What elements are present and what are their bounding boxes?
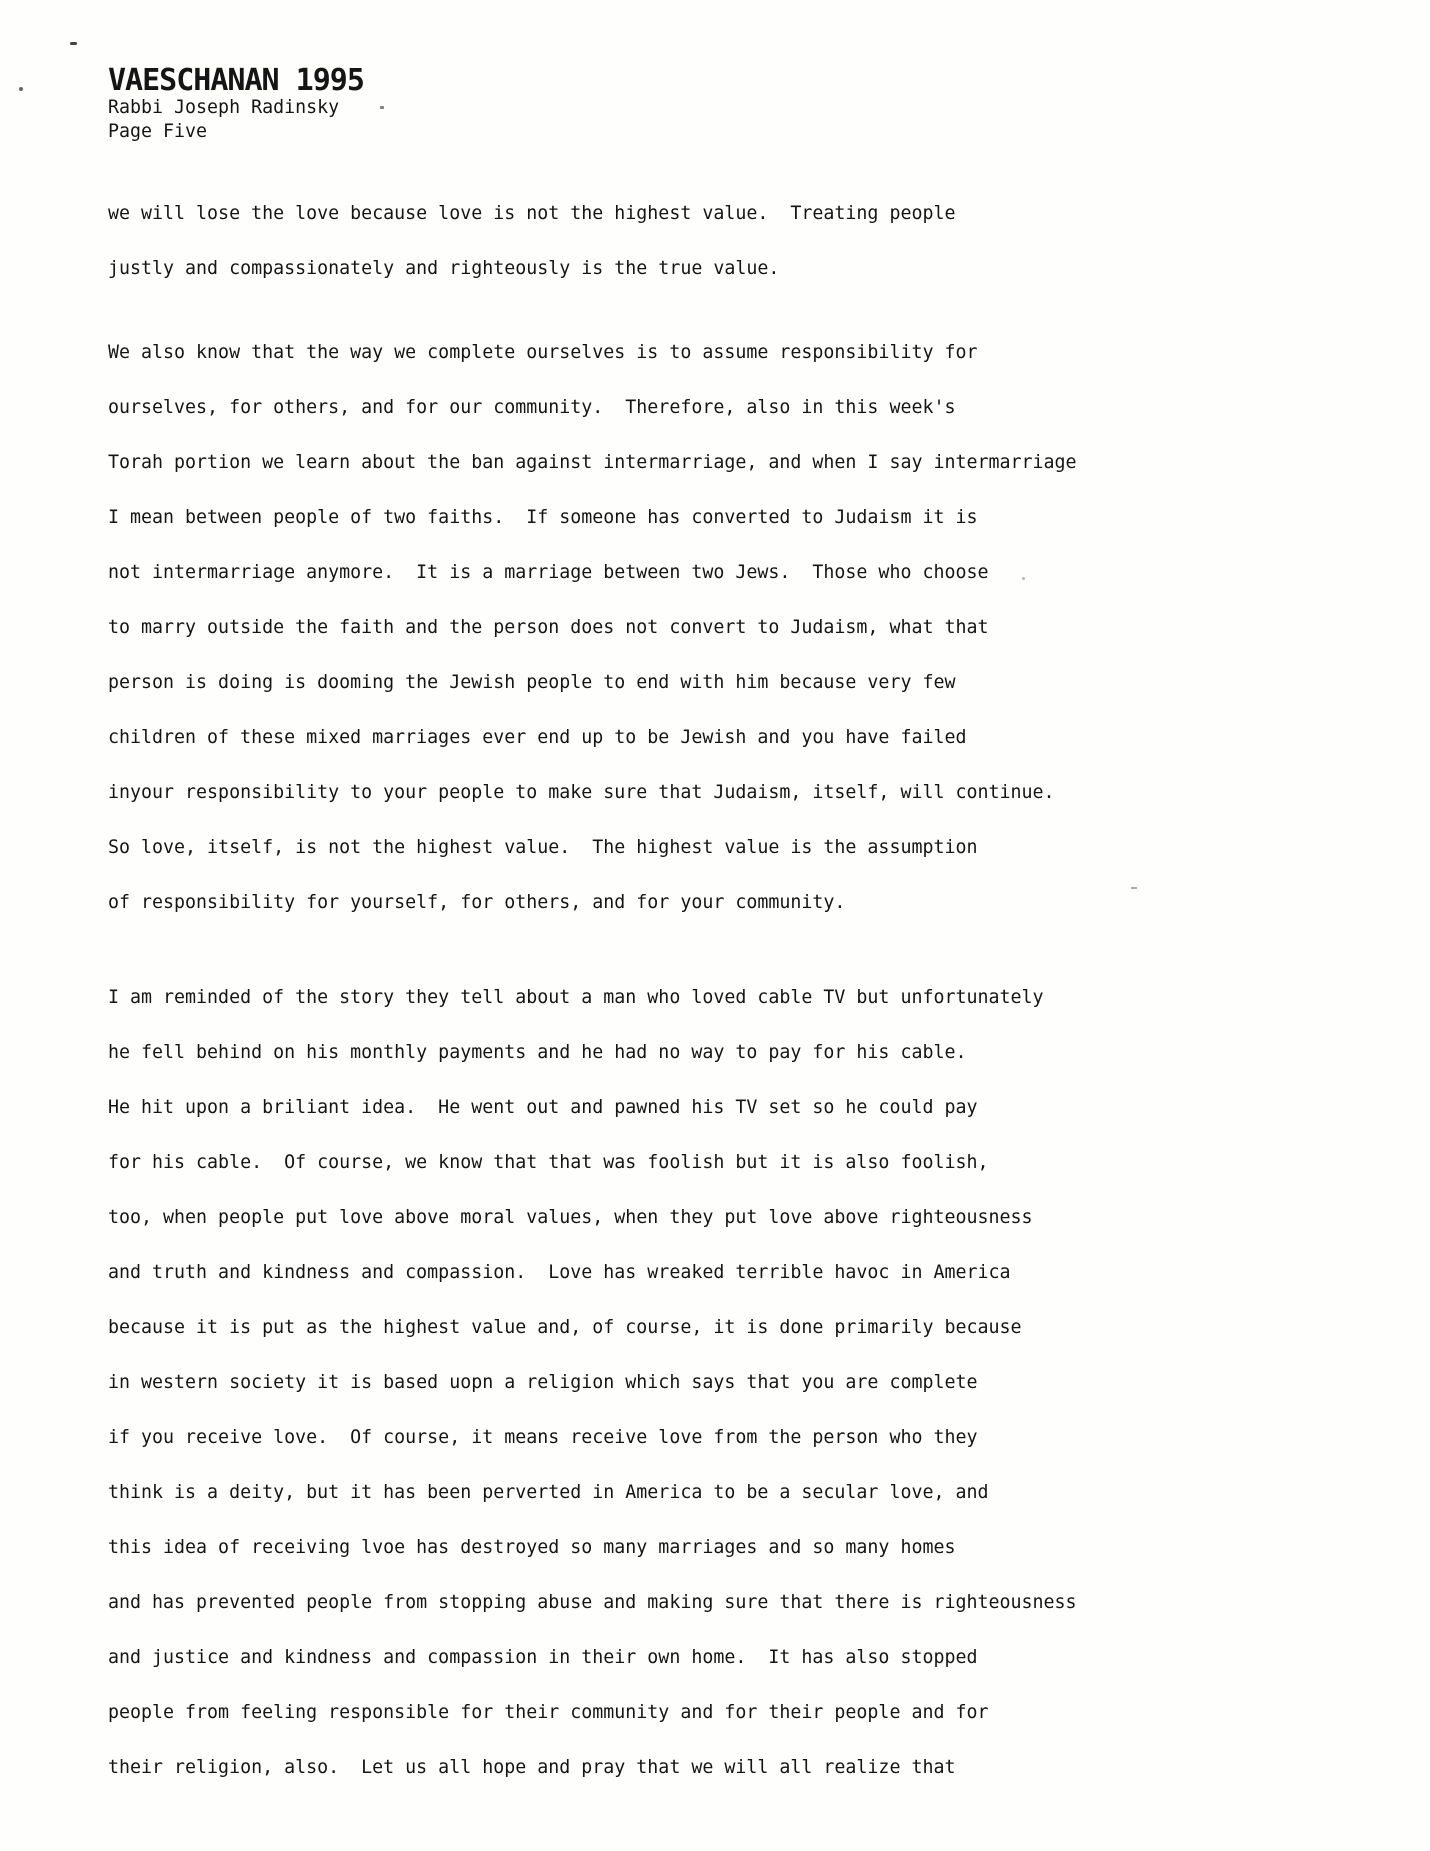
text-line: ourselves, for others, and for our community. Therefore, also in this week's xyxy=(108,397,956,418)
text-line: we will lose the love because love is not the highest value. Treating people xyxy=(108,203,956,224)
text-line: person is doing is dooming the Jewish people to end with him because very few xyxy=(108,672,956,693)
text-line: in western society it is based uopn a religion which says that you are complete xyxy=(108,1372,978,1393)
scan-speck xyxy=(1022,577,1025,580)
paragraph xyxy=(108,325,1394,930)
document-body xyxy=(108,186,1394,1795)
text-line: he fell behind on his monthly payments and he had no way to pay for his cable. xyxy=(108,1042,967,1063)
text-line: and has prevented people from stopping abuse and making sure that there is righteousness xyxy=(108,1592,1077,1613)
text-line: not intermarriage anymore. It is a marriage between two Jews. Those who choose xyxy=(108,562,989,583)
document-header xyxy=(108,63,1394,144)
scan-speck xyxy=(1131,887,1137,889)
page-number-label: Page Five xyxy=(108,121,208,142)
text-line: I mean between people of two faiths. If someone has converted to Judaism it is xyxy=(108,507,978,528)
text-line: for his cable. Of course, we know that that was foolish but it is also foolish, xyxy=(108,1152,989,1173)
text-line: I am reminded of the story they tell about a man who loved cable TV but unfortunately xyxy=(108,987,1044,1008)
text-line: inyour responsibility to your people to make sure that Judaism, itself, will continue. xyxy=(108,782,1055,803)
text-line: their religion, also. Let us all hope and pray that we will all realize that xyxy=(108,1757,956,1778)
scan-speck xyxy=(380,106,384,109)
text-line: because it is put as the highest value and, of course, it is done primarily because xyxy=(108,1317,1022,1338)
paragraph xyxy=(108,970,1394,1795)
document-author: Rabbi Joseph Radinsky xyxy=(108,97,340,118)
paragraph xyxy=(108,186,1394,296)
document-title: VAESCHANAN 1995 xyxy=(108,63,364,98)
scan-speck xyxy=(70,42,77,45)
text-line: think is a deity, but it has been perverted in America to be a secular love, and xyxy=(108,1482,989,1503)
text-line: So love, itself, is not the highest value. The highest value is the assumption xyxy=(108,837,978,858)
text-line: We also know that the way we complete ourselves is to assume responsibility for xyxy=(108,342,978,363)
text-line: too, when people put love above moral values, when they put love above righteousness xyxy=(108,1207,1033,1228)
text-line: children of these mixed marriages ever end up to be Jewish and you have failed xyxy=(108,727,967,748)
text-line: people from feeling responsible for their community and for their people and for xyxy=(108,1702,989,1723)
text-line: and truth and kindness and compassion. Love has wreaked terrible havoc in America xyxy=(108,1262,1011,1283)
text-line: He hit upon a briliant idea. He went out and pawned his TV set so he could pay xyxy=(108,1097,978,1118)
text-line: justly and compassionately and righteously is the true value. xyxy=(108,258,780,279)
text-line: and justice and kindness and compassion in their own home. It has also stopped xyxy=(108,1647,978,1668)
text-line: to marry outside the faith and the person does not convert to Judaism, what that xyxy=(108,617,989,638)
text-line: if you receive love. Of course, it means receive love from the person who they xyxy=(108,1427,978,1448)
scan-speck xyxy=(19,87,23,91)
text-line: this idea of receiving lvoe has destroyed so many marriages and so many homes xyxy=(108,1537,956,1558)
text-line: of responsibility for yourself, for others, and for your community. xyxy=(108,892,846,913)
text-line: Torah portion we learn about the ban against intermarriage, and when I say intermarriage xyxy=(108,452,1077,473)
